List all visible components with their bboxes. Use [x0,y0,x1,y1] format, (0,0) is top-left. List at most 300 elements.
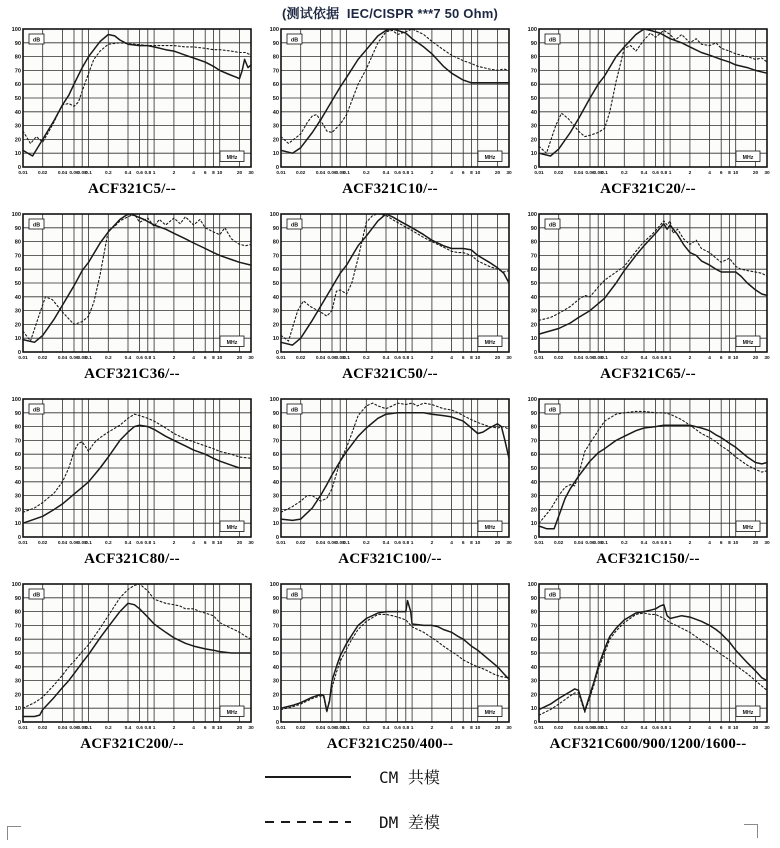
svg-text:0: 0 [275,165,279,171]
svg-text:0.1: 0.1 [601,171,608,176]
svg-text:0.01: 0.01 [18,726,28,731]
svg-text:4: 4 [450,541,453,546]
svg-text:0.8: 0.8 [660,726,668,731]
svg-text:0.4: 0.4 [640,171,648,176]
svg-text:30: 30 [14,123,21,130]
svg-text:30: 30 [764,541,770,546]
svg-text:10: 10 [272,706,279,713]
svg-text:10: 10 [475,541,481,546]
svg-text:70: 70 [14,253,21,260]
svg-text:0.8: 0.8 [144,171,152,176]
svg-text:0.06: 0.06 [585,541,595,546]
svg-text:30: 30 [272,308,279,315]
svg-text:20: 20 [530,692,537,699]
svg-text:50: 50 [530,651,537,657]
chart-acf321c20 [519,23,777,198]
svg-text:20: 20 [530,322,537,329]
svg-text:70: 70 [272,253,279,260]
svg-text:80: 80 [14,54,21,61]
svg-text:0.8: 0.8 [144,541,152,546]
svg-text:dB: dB [32,407,41,414]
attenuation-chart-svg [6,578,258,736]
svg-text:0.04: 0.04 [57,356,68,361]
svg-text:0.2: 0.2 [362,171,370,176]
svg-text:50: 50 [530,466,537,472]
svg-text:6: 6 [461,171,465,176]
chart-title: ACF321C600/900/1200/1600-- [549,736,747,752]
svg-text:1: 1 [410,541,414,546]
svg-text:0.04: 0.04 [315,541,326,546]
svg-text:8: 8 [212,171,215,176]
svg-text:10: 10 [14,151,21,158]
dm-dashed-line-sample [265,821,351,823]
cm-solid-line-sample [265,776,351,778]
svg-text:20: 20 [14,692,21,699]
svg-text:MHz: MHz [484,154,496,161]
svg-text:2: 2 [688,726,692,731]
svg-text:0.8: 0.8 [402,171,410,176]
svg-text:0.08: 0.08 [335,171,345,176]
svg-text:20: 20 [272,322,279,329]
svg-text:4: 4 [708,356,711,361]
svg-text:8: 8 [212,356,215,361]
svg-text:4: 4 [708,541,711,546]
chart-title: ACF321C5/-- [87,181,177,197]
svg-text:0.4: 0.4 [640,356,648,361]
svg-text:10: 10 [475,726,481,731]
svg-text:0.01: 0.01 [18,541,28,546]
svg-text:8: 8 [470,541,473,546]
svg-text:40: 40 [530,664,537,671]
svg-text:70: 70 [272,623,279,630]
svg-text:0.01: 0.01 [18,356,28,361]
svg-text:6: 6 [461,356,465,361]
svg-text:0.08: 0.08 [335,356,345,361]
svg-text:20: 20 [530,507,537,514]
svg-text:10: 10 [217,541,223,546]
svg-text:10: 10 [272,521,279,528]
svg-text:80: 80 [272,609,279,616]
svg-text:4: 4 [450,726,453,731]
svg-text:30: 30 [272,678,279,685]
svg-text:1: 1 [410,171,414,176]
chart-acf321c200 [3,578,261,753]
svg-text:0.1: 0.1 [85,356,92,361]
svg-text:dB: dB [290,37,299,44]
svg-text:0.04: 0.04 [57,171,68,176]
svg-text:60: 60 [530,82,537,89]
svg-text:60: 60 [272,452,279,459]
chart-acf321c5 [3,23,261,198]
svg-text:0.2: 0.2 [104,171,112,176]
dm-label: DM 差模 [379,813,440,832]
svg-text:2: 2 [430,171,434,176]
svg-text:0.8: 0.8 [144,356,152,361]
svg-text:0.01: 0.01 [534,726,544,731]
chart-title: ACF321C10/-- [342,181,438,197]
svg-text:30: 30 [764,356,770,361]
svg-text:30: 30 [14,678,21,685]
svg-text:40: 40 [530,479,537,486]
chart-title: ACF321C65/-- [600,366,696,382]
svg-text:0.6: 0.6 [136,541,143,546]
svg-text:0.1: 0.1 [343,171,350,176]
svg-text:20: 20 [752,356,759,361]
svg-text:10: 10 [14,521,21,528]
svg-text:MHz: MHz [484,524,496,531]
svg-text:0.01: 0.01 [276,356,286,361]
svg-text:60: 60 [272,637,279,644]
svg-text:80: 80 [530,424,537,431]
svg-text:20: 20 [272,137,279,144]
svg-text:70: 70 [530,438,537,445]
svg-text:20: 20 [494,356,501,361]
svg-text:30: 30 [14,308,21,315]
svg-text:0: 0 [17,720,21,726]
svg-text:10: 10 [530,151,537,158]
svg-text:70: 70 [530,253,537,260]
svg-text:0.06: 0.06 [327,541,337,546]
svg-text:60: 60 [14,637,21,644]
attenuation-chart-svg [6,23,258,181]
svg-text:0.02: 0.02 [38,726,48,731]
svg-text:dB: dB [290,592,299,599]
svg-text:8: 8 [470,171,473,176]
svg-text:MHz: MHz [742,709,754,716]
svg-text:2: 2 [430,541,434,546]
svg-text:70: 70 [530,623,537,630]
svg-text:10: 10 [530,706,537,713]
svg-text:30: 30 [272,493,279,500]
attenuation-chart-svg [6,393,258,551]
svg-text:20: 20 [14,322,21,329]
svg-text:50: 50 [272,96,279,102]
chart-title: ACF321C80/-- [84,551,180,567]
svg-text:8: 8 [212,541,215,546]
svg-text:80: 80 [272,424,279,431]
svg-text:20: 20 [530,137,537,144]
svg-text:0: 0 [533,350,537,356]
svg-text:60: 60 [14,82,21,89]
svg-text:4: 4 [450,356,453,361]
svg-text:0: 0 [533,535,537,541]
svg-text:20: 20 [752,541,759,546]
svg-text:40: 40 [530,109,537,116]
page-corner-mark [7,826,21,840]
svg-text:100: 100 [11,27,21,33]
svg-text:0: 0 [533,720,537,726]
svg-text:0.2: 0.2 [362,726,370,731]
svg-text:90: 90 [530,225,537,232]
svg-text:100: 100 [527,582,537,588]
svg-text:0.01: 0.01 [276,171,286,176]
svg-text:40: 40 [272,664,279,671]
svg-text:0.01: 0.01 [18,171,28,176]
chart-acf321c600-900-1200-1600 [519,578,777,753]
svg-text:dB: dB [32,37,41,44]
svg-text:40: 40 [272,294,279,301]
svg-text:20: 20 [752,726,759,731]
svg-text:0.01: 0.01 [276,541,286,546]
chart-title: ACF321C250/400-- [326,736,454,752]
attenuation-chart-svg [264,23,516,181]
attenuation-chart-svg [6,208,258,366]
svg-text:1: 1 [668,356,672,361]
svg-text:100: 100 [527,397,537,403]
svg-text:90: 90 [14,410,21,417]
svg-text:80: 80 [530,54,537,61]
svg-text:40: 40 [272,479,279,486]
svg-text:0.04: 0.04 [573,726,584,731]
svg-text:70: 70 [14,68,21,75]
svg-text:50: 50 [272,651,279,657]
chart-acf321c50 [261,208,519,383]
svg-text:0.06: 0.06 [69,541,79,546]
svg-text:1: 1 [152,356,156,361]
svg-text:50: 50 [530,281,537,287]
svg-text:0.4: 0.4 [382,726,390,731]
svg-text:90: 90 [272,40,279,47]
svg-text:0.02: 0.02 [38,356,48,361]
svg-text:90: 90 [14,225,21,232]
svg-text:70: 70 [272,68,279,75]
svg-text:0.4: 0.4 [124,171,132,176]
svg-text:100: 100 [269,27,279,33]
svg-text:50: 50 [272,466,279,472]
svg-text:0.08: 0.08 [77,171,87,176]
chart-acf321c80 [3,393,261,568]
svg-text:dB: dB [32,222,41,229]
svg-text:90: 90 [272,595,279,602]
svg-text:20: 20 [494,726,501,731]
svg-text:2: 2 [430,356,434,361]
svg-text:1: 1 [668,541,672,546]
svg-text:0.04: 0.04 [315,171,326,176]
svg-text:0.02: 0.02 [554,541,564,546]
svg-text:90: 90 [530,595,537,602]
svg-text:0.02: 0.02 [554,726,564,731]
svg-text:0.6: 0.6 [652,171,659,176]
svg-text:0.2: 0.2 [362,356,370,361]
svg-text:70: 70 [14,623,21,630]
svg-text:0.8: 0.8 [660,541,668,546]
svg-text:60: 60 [530,637,537,644]
svg-text:8: 8 [470,356,473,361]
svg-text:0: 0 [533,165,537,171]
svg-text:50: 50 [14,281,21,287]
svg-text:6: 6 [203,171,207,176]
svg-text:0.04: 0.04 [573,541,584,546]
svg-text:20: 20 [272,692,279,699]
svg-text:2: 2 [172,171,176,176]
chart-title: ACF321C100/-- [338,551,442,567]
chart-title: ACF321C36/-- [84,366,180,382]
svg-text:0.02: 0.02 [38,171,48,176]
svg-text:100: 100 [269,582,279,588]
chart-title: ACF321C50/-- [342,366,438,382]
svg-text:30: 30 [530,678,537,685]
svg-text:10: 10 [733,541,739,546]
svg-text:0.04: 0.04 [315,356,326,361]
chart-title: ACF321C200/-- [80,736,184,752]
chart-acf321c150 [519,393,777,568]
svg-text:10: 10 [733,356,739,361]
svg-text:40: 40 [14,479,21,486]
svg-text:2: 2 [430,726,434,731]
svg-text:MHz: MHz [226,709,238,716]
svg-text:0.08: 0.08 [335,541,345,546]
svg-text:80: 80 [14,239,21,246]
svg-text:0.01: 0.01 [534,541,544,546]
svg-text:6: 6 [719,541,723,546]
svg-text:10: 10 [272,336,279,343]
svg-text:0.06: 0.06 [585,726,595,731]
svg-text:50: 50 [14,651,21,657]
svg-text:0.1: 0.1 [85,541,92,546]
svg-text:30: 30 [506,726,512,731]
svg-text:dB: dB [548,222,557,229]
svg-text:0.04: 0.04 [57,726,68,731]
svg-text:60: 60 [530,452,537,459]
svg-text:0.08: 0.08 [335,726,345,731]
svg-text:0.6: 0.6 [394,726,401,731]
svg-text:10: 10 [475,356,481,361]
svg-text:10: 10 [272,151,279,158]
svg-text:20: 20 [494,541,501,546]
svg-text:30: 30 [506,356,512,361]
svg-text:1: 1 [152,726,156,731]
svg-text:0.2: 0.2 [362,541,370,546]
attenuation-chart-svg [522,208,774,366]
svg-text:10: 10 [14,706,21,713]
svg-text:MHz: MHz [742,524,754,531]
svg-text:0.08: 0.08 [77,356,87,361]
svg-text:0.04: 0.04 [57,541,68,546]
svg-text:0.6: 0.6 [652,541,659,546]
svg-text:0.8: 0.8 [402,726,410,731]
svg-text:8: 8 [728,171,731,176]
svg-text:100: 100 [527,212,537,218]
svg-text:40: 40 [14,664,21,671]
svg-text:80: 80 [14,609,21,616]
svg-text:MHz: MHz [742,339,754,346]
svg-text:60: 60 [14,267,21,274]
svg-text:80: 80 [530,239,537,246]
svg-text:0.2: 0.2 [620,541,628,546]
svg-text:0.1: 0.1 [601,541,608,546]
svg-text:30: 30 [506,171,512,176]
svg-text:70: 70 [14,438,21,445]
svg-text:8: 8 [470,726,473,731]
legend-item-cm [265,765,440,788]
svg-text:10: 10 [217,171,223,176]
svg-text:100: 100 [269,212,279,218]
svg-text:4: 4 [192,171,195,176]
legend [265,765,515,833]
svg-text:0.06: 0.06 [69,726,79,731]
svg-text:10: 10 [733,726,739,731]
svg-text:0: 0 [275,720,279,726]
charts-grid [3,23,777,753]
svg-text:4: 4 [192,356,195,361]
svg-text:10: 10 [217,726,223,731]
svg-text:60: 60 [530,267,537,274]
svg-text:8: 8 [728,726,731,731]
attenuation-chart-svg [264,578,516,736]
svg-text:1: 1 [668,726,672,731]
svg-text:4: 4 [708,171,711,176]
svg-text:0.06: 0.06 [327,356,337,361]
svg-text:80: 80 [272,239,279,246]
svg-text:0.06: 0.06 [585,171,595,176]
svg-text:90: 90 [272,225,279,232]
svg-text:20: 20 [752,171,759,176]
svg-text:0.1: 0.1 [601,726,608,731]
svg-text:10: 10 [530,336,537,343]
svg-text:30: 30 [764,726,770,731]
svg-text:0.04: 0.04 [315,726,326,731]
chart-acf321c65 [519,208,777,383]
svg-text:0.4: 0.4 [124,541,132,546]
svg-text:6: 6 [719,726,723,731]
svg-text:6: 6 [203,541,207,546]
svg-text:0.01: 0.01 [534,171,544,176]
svg-text:10: 10 [217,356,223,361]
svg-text:0: 0 [17,535,21,541]
svg-text:0.01: 0.01 [534,356,544,361]
svg-text:MHz: MHz [484,339,496,346]
svg-text:20: 20 [236,541,243,546]
svg-text:4: 4 [192,541,195,546]
svg-text:50: 50 [14,96,21,102]
legend-item-dm [265,810,440,833]
svg-text:0.4: 0.4 [382,541,390,546]
svg-text:6: 6 [719,171,723,176]
svg-text:100: 100 [269,397,279,403]
svg-text:dB: dB [32,592,41,599]
svg-text:0.6: 0.6 [652,356,659,361]
svg-text:30: 30 [506,541,512,546]
svg-text:MHz: MHz [226,154,238,161]
svg-text:0.6: 0.6 [394,356,401,361]
page-title: (测试依据 IEC/CISPR ***7 50 Ohm) [281,6,498,21]
chart-title: ACF321C150/-- [596,551,700,567]
chart-acf321c100 [261,393,519,568]
svg-text:0.1: 0.1 [85,171,92,176]
svg-text:50: 50 [530,96,537,102]
svg-text:0.2: 0.2 [620,726,628,731]
svg-text:MHz: MHz [226,524,238,531]
svg-text:30: 30 [248,726,254,731]
svg-text:20: 20 [14,137,21,144]
svg-text:0.2: 0.2 [620,171,628,176]
svg-text:0.1: 0.1 [343,726,350,731]
svg-text:80: 80 [14,424,21,431]
svg-text:0.08: 0.08 [593,356,603,361]
svg-text:dB: dB [290,407,299,414]
svg-text:60: 60 [272,267,279,274]
svg-text:0: 0 [275,535,279,541]
svg-text:0.6: 0.6 [136,356,143,361]
svg-text:0.4: 0.4 [640,541,648,546]
svg-text:6: 6 [461,726,465,731]
svg-text:6: 6 [203,726,207,731]
svg-text:0.1: 0.1 [343,541,350,546]
svg-text:30: 30 [248,356,254,361]
svg-text:0.08: 0.08 [77,541,87,546]
svg-text:40: 40 [14,294,21,301]
svg-text:0.6: 0.6 [394,171,401,176]
